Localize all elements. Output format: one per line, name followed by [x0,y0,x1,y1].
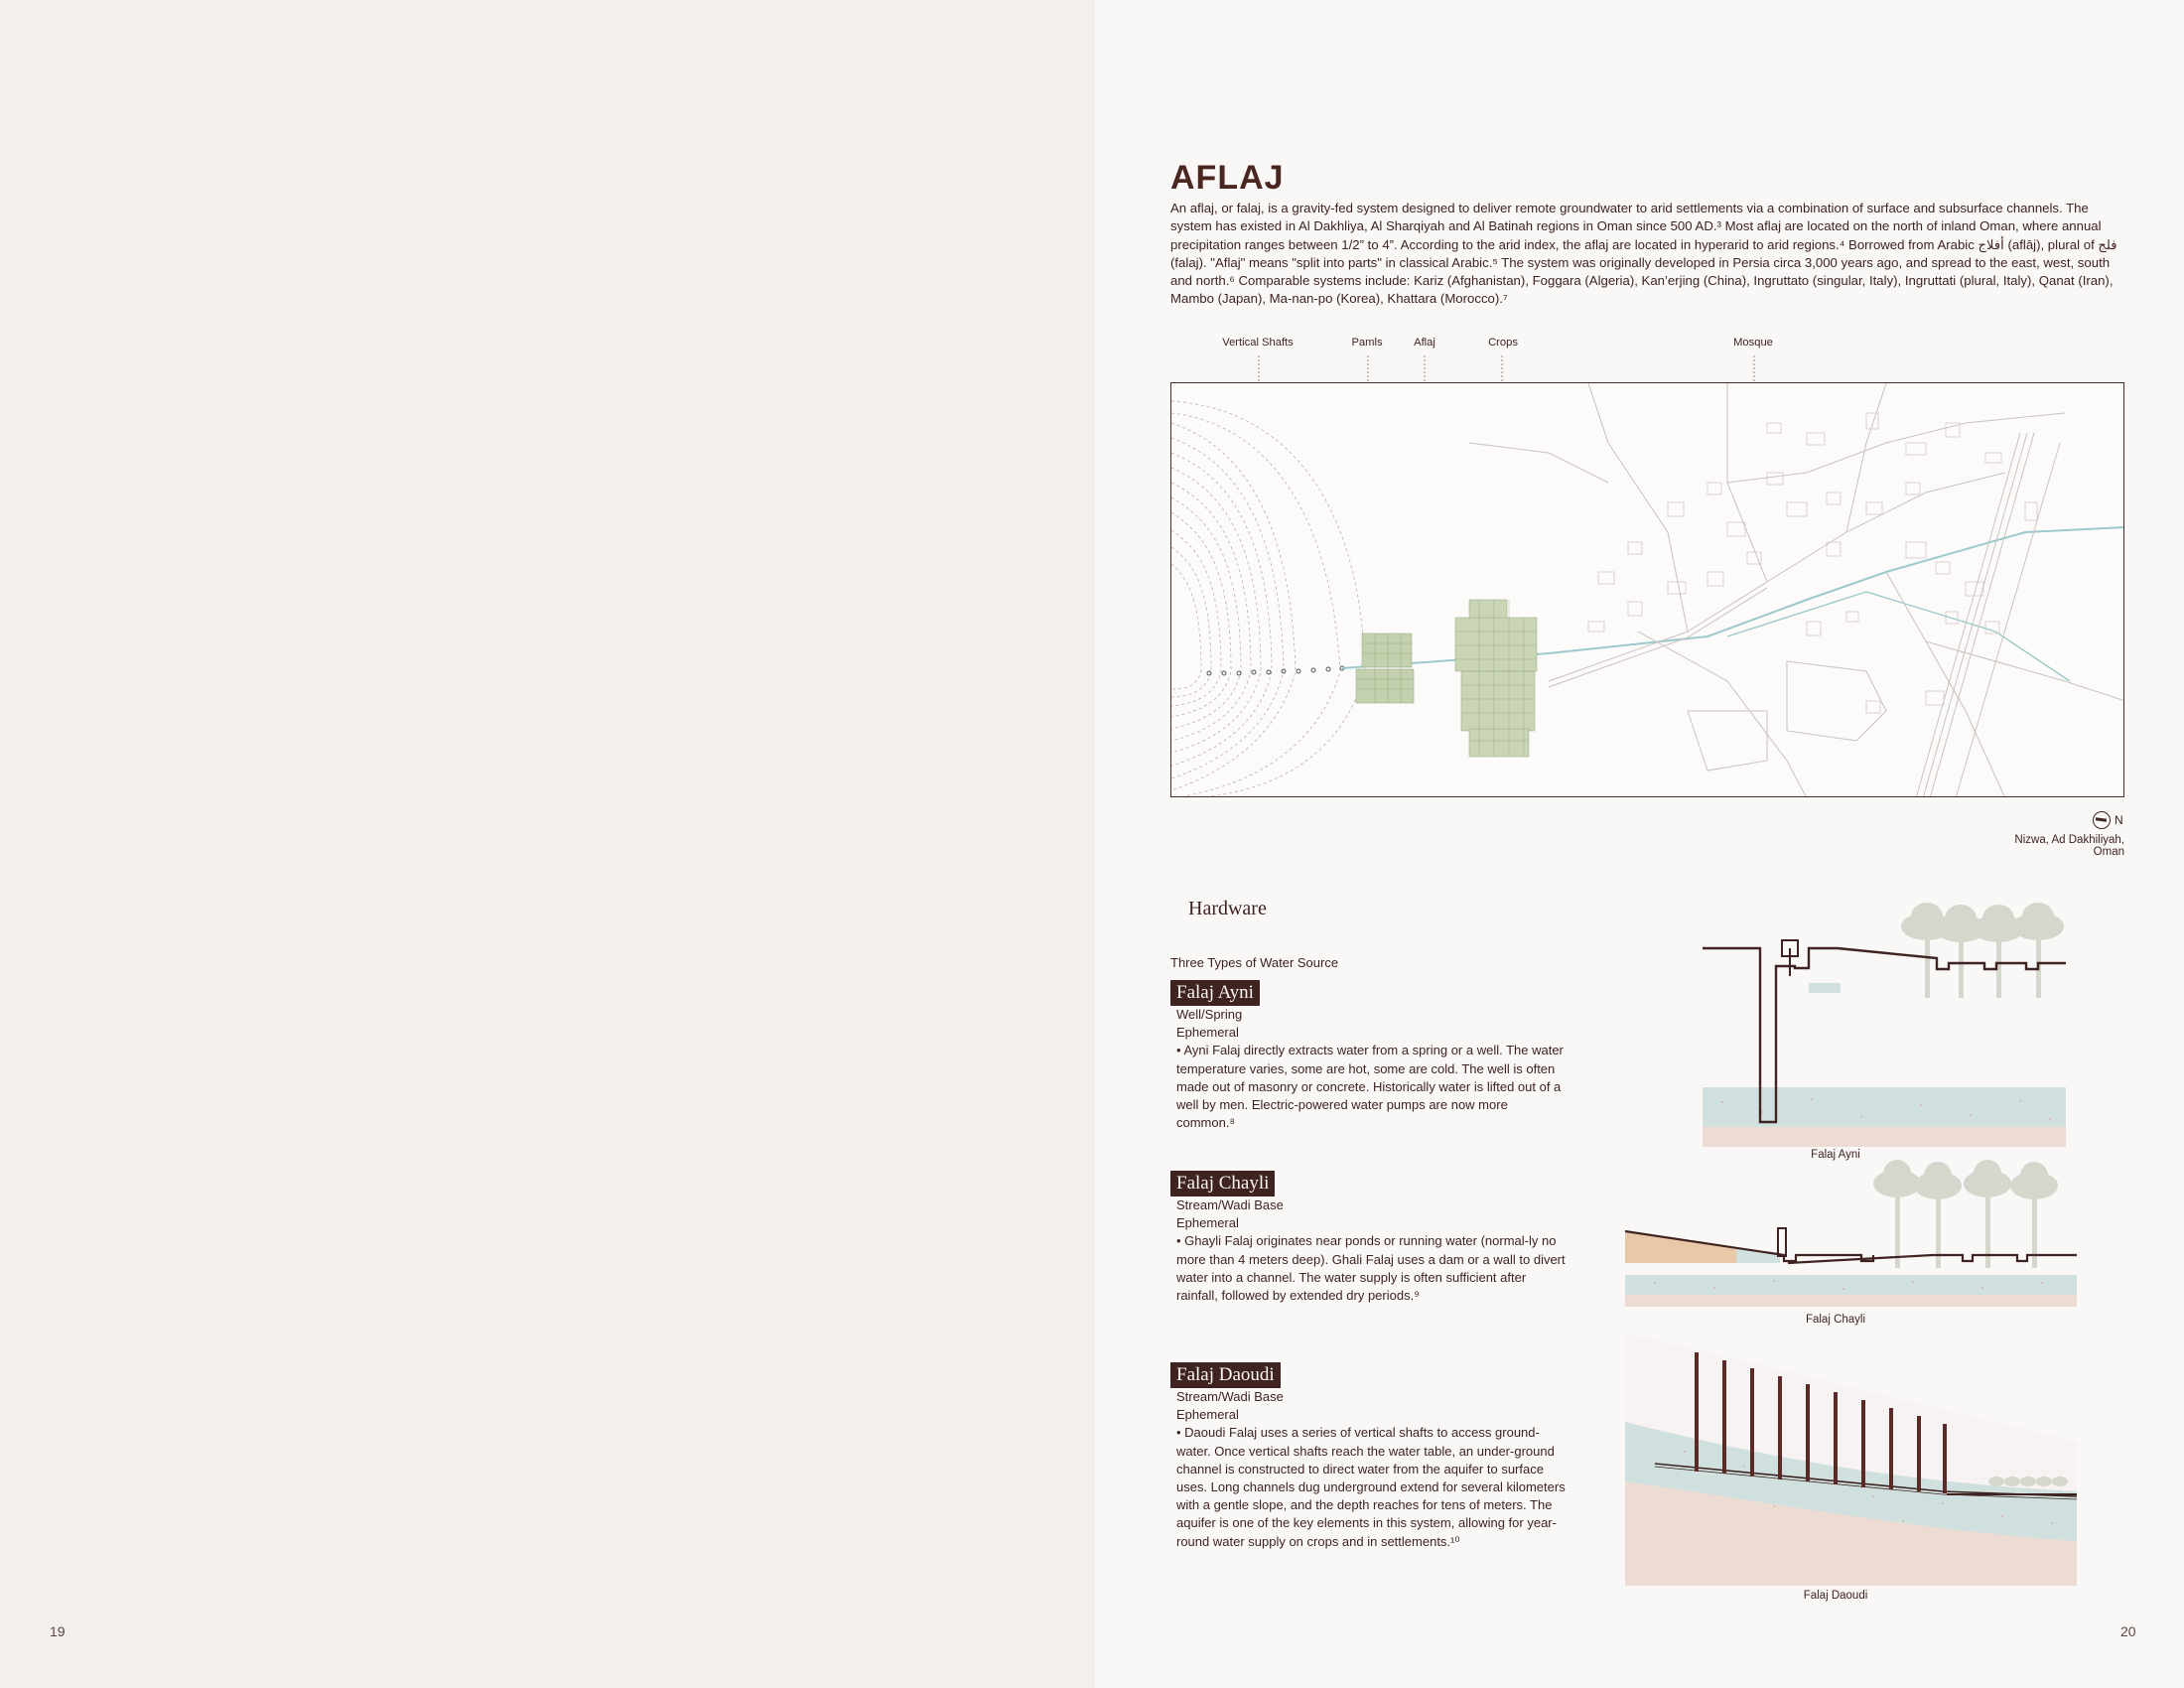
falaj-chayli-source: Stream/Wadi Base [1176,1197,1284,1212]
falaj-ayni-title: Falaj Ayni [1170,980,1260,1006]
aflaj-site-map [1170,382,2124,797]
falaj-daoudi-title: Falaj Daoudi [1170,1362,1281,1388]
palm-trees [1901,903,2064,998]
site-map-drawing [1171,383,2124,797]
falaj-ayni-description: • Ayni Falaj directly extracts water from a spring or a well. The water temperature varies, some are hot, some are cold. The well is often made out of masonry or concrete. Historically water is lifted out of a well by men. Electric-powered water pumps are now more common.⁸ [1176,1043,1564,1131]
article-title: AFLAJ [1170,159,1285,197]
falaj-daoudi-caption: Falaj Daoudi [1803,1590,1868,1602]
falaj-daoudi-duration: Ephemeral [1176,1407,1239,1423]
roads [1469,383,2124,797]
page-number-right: 20 [2120,1623,2136,1639]
shaft-markers [1207,666,1344,675]
falaj-chayli-duration: Ephemeral [1176,1215,1239,1231]
page-number-left: 19 [50,1623,66,1639]
falaj-ayni-diagram [1703,889,2075,1152]
falaj-daoudi-source: Stream/Wadi Base [1176,1389,1284,1404]
intro-paragraph-1: An aflaj, or falaj, is a gravity-fed system designed to deliver remote groundwater to arid settlements via a combination of surface and subsurface channels. The system has existed in Al Dakhliya, Al Sharqiyah and Al Batinah regions in Oman since 500 AD.³ Most aflaj are located on the north of inland Oman, where annual [1170,201,2102,234]
intro-paragraph-2: precipitation ranges between 1/2” to 4”. According to the arid index, the aflaj are located in hyperarid to arid regions.⁴ Borrowed from Arabic أفلاج (aflāj), plural of فلج (falaj). "Aflaj" means "split into parts" in classical Arabic.⁵ The system was originally developed in Persia circa 3,000 years ago, and spread to the east, west, south and north.⁶ Comparable systems include: Kariz (Afghanistan), Foggara (Algeria), Kan’erjing (China), Ingruttato (singular, Italy), Ingruttati (plural, Italy), Qanat (Iran), Mambo (Japan), Ma-nan-po (Korea), Khattara (Morocco).⁷ [1170,236,2117,307]
falaj-daoudi-diagram [1625,1333,2082,1586]
map-label-vertical-shafts: Vertical Shafts [1222,337,1294,349]
north-arrow-icon [2093,811,2111,829]
palm-trees [1873,1160,2058,1268]
north-arrow [2093,811,2123,829]
north-letter: N [2115,813,2123,827]
falaj-chayli-caption: Falaj Chayli [1805,1314,1866,1326]
map-location: Nizwa, Ad Dakhiliyah, Oman [2014,834,2124,858]
falaj-chayli-section [1170,1171,1568,1305]
map-label-palms: Pamls [1351,337,1383,349]
falaj-ayni-section [1170,980,1568,1132]
water-source-subheading: Three Types of Water Source [1170,955,1339,970]
contour-lines [1171,401,1365,797]
map-label-crops: Crops [1488,337,1518,349]
falaj-ayni-duration: Ephemeral [1176,1025,1239,1041]
falaj-chayli-title: Falaj Chayli [1170,1171,1275,1196]
buildings [1588,413,2037,713]
map-label-mosque: Mosque [1733,337,1773,349]
map-label-aflaj: Aflaj [1414,337,1435,349]
falaj-ayni-source: Well/Spring [1176,1007,1243,1022]
hardware-heading: Hardware [1188,898,1267,919]
crop-fields [1455,600,1537,757]
falaj-chayli-diagram [1625,1154,2082,1315]
falaj-daoudi-description: • Daoudi Falaj uses a series of vertical shafts to access ground-water. Once vertical shafts reach the water table, an under-ground channel is constructed to direct water from the aquifer to surface uses. Long channels dug underground extend for several kilometers with a gentle slope, and the depth reaches for tens of meters. The aquifer is one of the key elements in this system, allowing for year-round water supply on crops and in settlements.¹⁰ [1176,1425,1566,1549]
falaj-ayni-caption: Falaj Ayni [1811,1149,1860,1161]
falaj-daoudi-section [1170,1362,1568,1551]
falaj-chayli-description: • Ghayli Falaj originates near ponds or running water (normal-ly no more than 4 meters deep). Ghali Falaj uses a dam or a wall to divert water into a channel. The water supply is often sufficient after rainfall, followed by extended dry periods.⁹ [1176,1233,1566,1304]
